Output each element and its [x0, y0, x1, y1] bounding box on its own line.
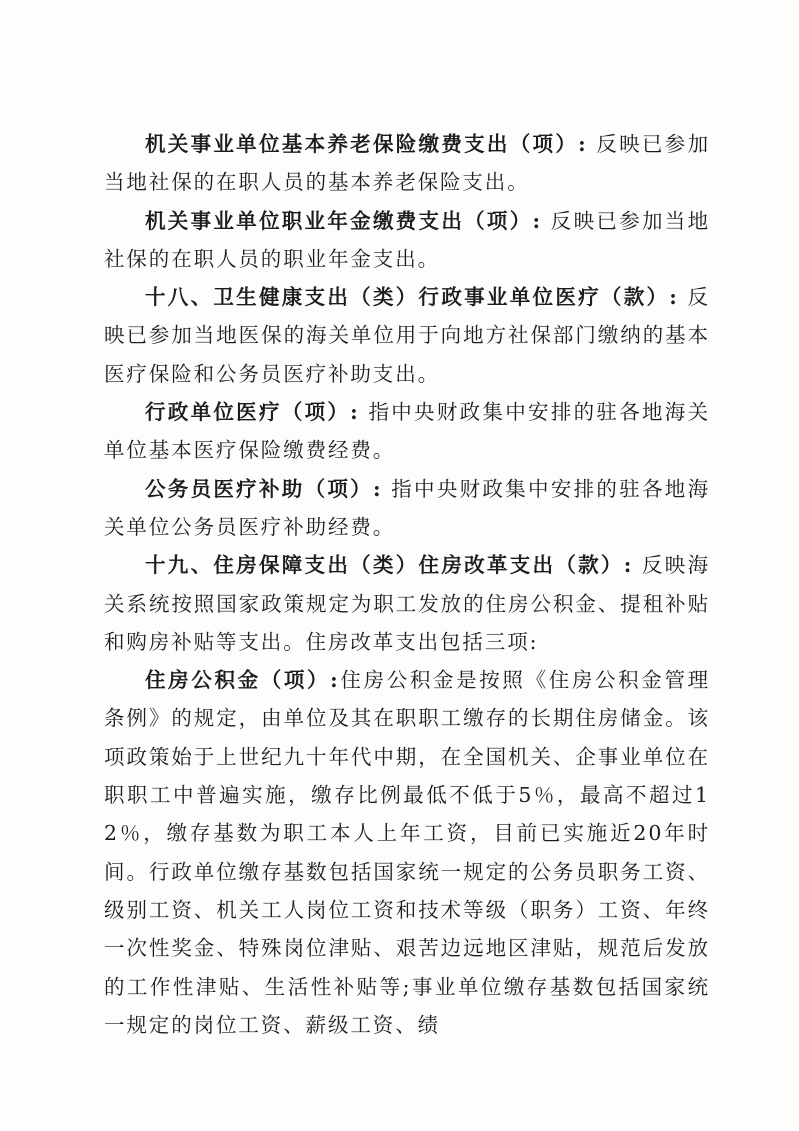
- paragraph-occupational-annuity: [104, 202, 710, 279]
- item-description: 反映已参加当地社保的在职人员的基本养老保险支出。: [104, 132, 710, 195]
- item-heading: 机关事业单位职业年金缴费支出（项）:: [145, 208, 542, 233]
- paragraph-housing-expenditure: [104, 546, 710, 661]
- item-description: 住房公积金是按照《住房公积金管理条例》的规定，由单位及其在职职工缴存的长期住房储金。该项政策始于上世纪九十年代中期，在全国机关、企事业单位在职职工中普遍实施，缴存比例最低不低于5％，最高不超过12％，缴存基数为职工本人上年工资，目前已实施近20年时间。行政单位缴存基数包括国家统一规定的公务员职务工资、级别工资、机关工人岗位工资和技术等级（职务）工资、年终一次性奖金、特殊岗位津贴、艰苦边远地区津贴，规范后发放的工作性津贴、生活性补贴等;事业单位缴存基数包括国家统一规定的岗位工资、薪级工资、绩: [104, 668, 711, 1037]
- item-heading: 机关事业单位基本养老保险缴费支出（项）:: [145, 132, 588, 156]
- item-description: 指中央财政集中安排的驻各地海关单位公务员医疗补助经费。: [104, 476, 711, 539]
- paragraph-pension-insurance: [104, 125, 710, 202]
- item-heading: 公务员医疗补助（项）:: [145, 476, 383, 501]
- section-heading: 十九、住房保障支出（类）住房改革支出（款）:: [145, 553, 634, 578]
- section-description: 反映已参加当地医保的海关单位用于向地方社保部门缴纳的基本医疗保险和公务员医疗补助支出。: [104, 285, 710, 386]
- item-heading: 行政单位医疗（项）:: [145, 400, 360, 425]
- paragraph-administrative-medical: [104, 393, 710, 470]
- section-description: 反映海关系统按照国家政策规定为职工发放的住房公积金、提租补贴和购房补贴等支出。住房改革支出包括三项:: [104, 553, 710, 654]
- item-heading: 住房公积金（项）:: [145, 668, 340, 693]
- document-body: [104, 125, 710, 1044]
- paragraph-housing-provident-fund: [104, 661, 710, 1044]
- paragraph-health-expenditure: [104, 278, 710, 393]
- item-description: 指中央财政集中安排的驻各地海关单位基本医疗保险缴费经费。: [104, 400, 710, 463]
- item-description: 反映已参加当地社保的在职人员的职业年金支出。: [104, 208, 710, 271]
- paragraph-civil-servant-medical: [104, 470, 710, 547]
- section-heading: 十八、卫生健康支出（类）行政事业单位医疗（款）:: [145, 285, 679, 310]
